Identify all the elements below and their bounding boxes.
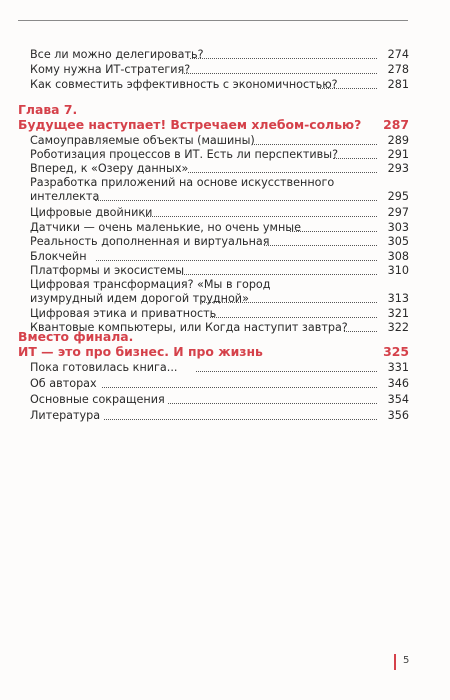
toc-entry-page: 281: [387, 78, 409, 91]
chapter-label: Вместо финала.: [18, 329, 134, 344]
leader-dots: [96, 260, 377, 261]
toc-entry-page: 278: [387, 63, 409, 76]
toc-entry-page: 303: [387, 221, 409, 234]
leader-dots: [182, 73, 377, 74]
toc-entry-title: Разработка приложений на основе искусственного интеллекта: [30, 176, 335, 203]
leader-dots: [95, 200, 377, 201]
toc-entry-page: 274: [387, 48, 409, 61]
top-rule: [18, 20, 408, 21]
chapter-page: 287: [383, 117, 409, 132]
toc-entry-page: 322: [387, 321, 409, 334]
toc-entry-title: Реальность дополненная и виртуальная: [30, 235, 270, 248]
leader-dots: [200, 302, 377, 303]
toc-entry-title: Основные сокращения: [30, 393, 165, 406]
toc-entry-page: 291: [387, 148, 409, 161]
toc-entry-page: 356: [387, 409, 409, 422]
toc-entry-page: 297: [387, 206, 409, 219]
toc-entry-page: 293: [387, 162, 409, 175]
toc-entry[interactable]: [0, 176, 450, 206]
toc-entry-title: Литература: [30, 409, 101, 422]
toc-entry-page: 295: [387, 190, 409, 203]
toc-entry-title: Цифровая трансформация? «Мы в город изумрудный идем дорогой трудной»: [30, 278, 271, 305]
chapter-page: 325: [383, 344, 409, 359]
toc-entry-page: 308: [387, 250, 409, 263]
footer-accent-bar: [394, 654, 396, 670]
leader-dots: [210, 317, 377, 318]
toc-entry-title: Как совместить эффективность с экономичностью?: [30, 78, 338, 91]
chapter-label: Глава 7.: [18, 102, 78, 117]
leader-dots: [182, 274, 377, 275]
toc-entry-page: 321: [387, 307, 409, 320]
toc-entry-page: 313: [387, 292, 409, 305]
toc-entry-title: Платформы и экосистемы: [30, 264, 185, 277]
leader-dots: [102, 387, 377, 388]
toc-entry-title: Самоуправляемые объекты (машины): [30, 134, 255, 147]
leader-dots: [168, 403, 377, 404]
toc-entry-page: 354: [387, 393, 409, 406]
leader-dots: [144, 216, 377, 217]
leader-dots: [290, 231, 377, 232]
chapter-title[interactable]: Будущее наступает! Встречаем хлебом-солью?: [18, 117, 362, 132]
leader-dots: [252, 144, 377, 145]
toc-entry-title: Роботизация процессов в ИТ. Есть ли перспективы?: [30, 148, 339, 161]
toc-entry-title: Вперед, к «Озеру данных»: [30, 162, 189, 175]
leader-dots: [196, 371, 377, 372]
toc-entry-title: Об авторах: [30, 377, 97, 390]
toc-entry-title: Блокчейн: [30, 250, 87, 263]
chapter-title[interactable]: ИТ — это про бизнес. И про жизнь: [18, 344, 263, 359]
leader-dots: [188, 172, 377, 173]
toc-entry-title: Датчики — очень маленькие, но очень умные: [30, 221, 301, 234]
leader-dots: [264, 245, 377, 246]
toc-entry-title: Кому нужна ИТ-стратегия?: [30, 63, 191, 76]
toc-entry-page: 331: [387, 361, 409, 374]
toc-entry-page: 310: [387, 264, 409, 277]
toc-entry[interactable]: [0, 278, 450, 308]
toc-entry-title: Цифровые двойники: [30, 206, 153, 219]
toc-entry-title: Пока готовилась книга...: [30, 361, 178, 374]
toc-entry-title: Цифровая этика и приватность: [30, 307, 217, 320]
toc-entry-page: 346: [387, 377, 409, 390]
leader-dots: [190, 58, 377, 59]
toc-entry-page: 305: [387, 235, 409, 248]
toc-entry-title: Квантовые компьютеры, или Когда наступит завтра?: [30, 321, 348, 334]
leader-dots: [104, 419, 377, 420]
toc-entry-page: 289: [387, 134, 409, 147]
page-number: 5: [403, 655, 410, 666]
toc-entry-title: Все ли можно делегировать?: [30, 48, 204, 61]
